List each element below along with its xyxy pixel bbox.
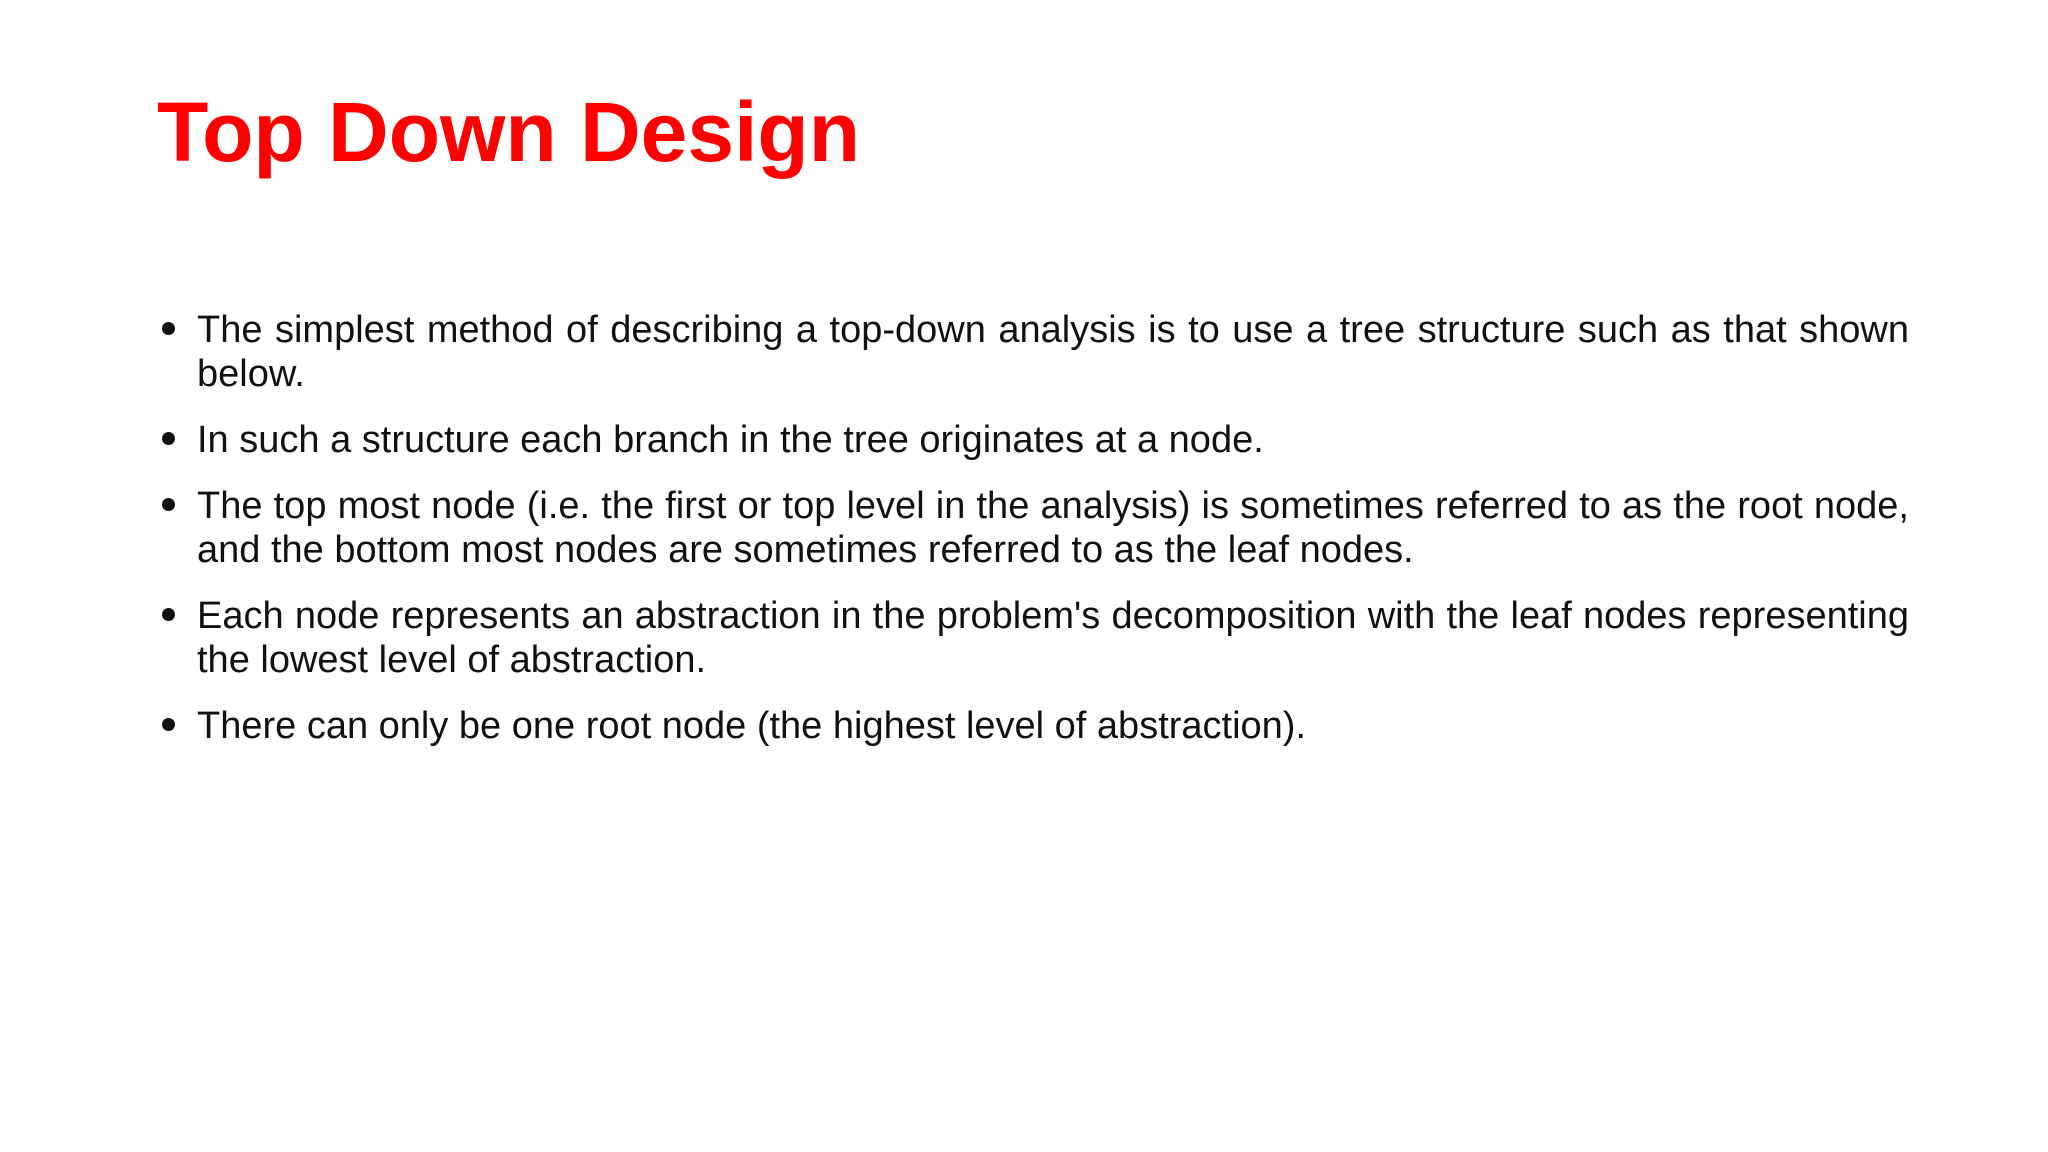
bullet-item xyxy=(157,594,1909,682)
bullet-item xyxy=(157,308,1909,396)
bullet-icon xyxy=(162,608,175,621)
bullet-text: The top most node (i.e. the first or top level in the analysis) is sometimes referred to as the root node, and the bottom most nodes are sometimes referred to as the leaf nodes. xyxy=(197,485,1909,571)
bullet-icon xyxy=(162,498,175,511)
bullet-item xyxy=(157,704,1909,748)
bullet-item xyxy=(157,418,1909,462)
bullet-item xyxy=(157,484,1909,572)
bullet-text: The simplest method of describing a top-down analysis is to use a tree structure such as that shown below. xyxy=(197,309,1909,395)
bullet-icon xyxy=(162,322,175,335)
bullet-text: There can only be one root node (the highest level of abstraction). xyxy=(197,705,1307,747)
bullet-text: Each node represents an abstraction in the problem's decomposition with the leaf nodes representing the lowest level of abstraction. xyxy=(197,595,1909,681)
bullet-text: In such a structure each branch in the tree originates at a node. xyxy=(197,419,1264,461)
slide-title: Top Down Design xyxy=(157,85,861,179)
bullet-icon xyxy=(162,432,175,445)
bullet-list xyxy=(157,308,1909,770)
bullet-icon xyxy=(162,718,175,731)
